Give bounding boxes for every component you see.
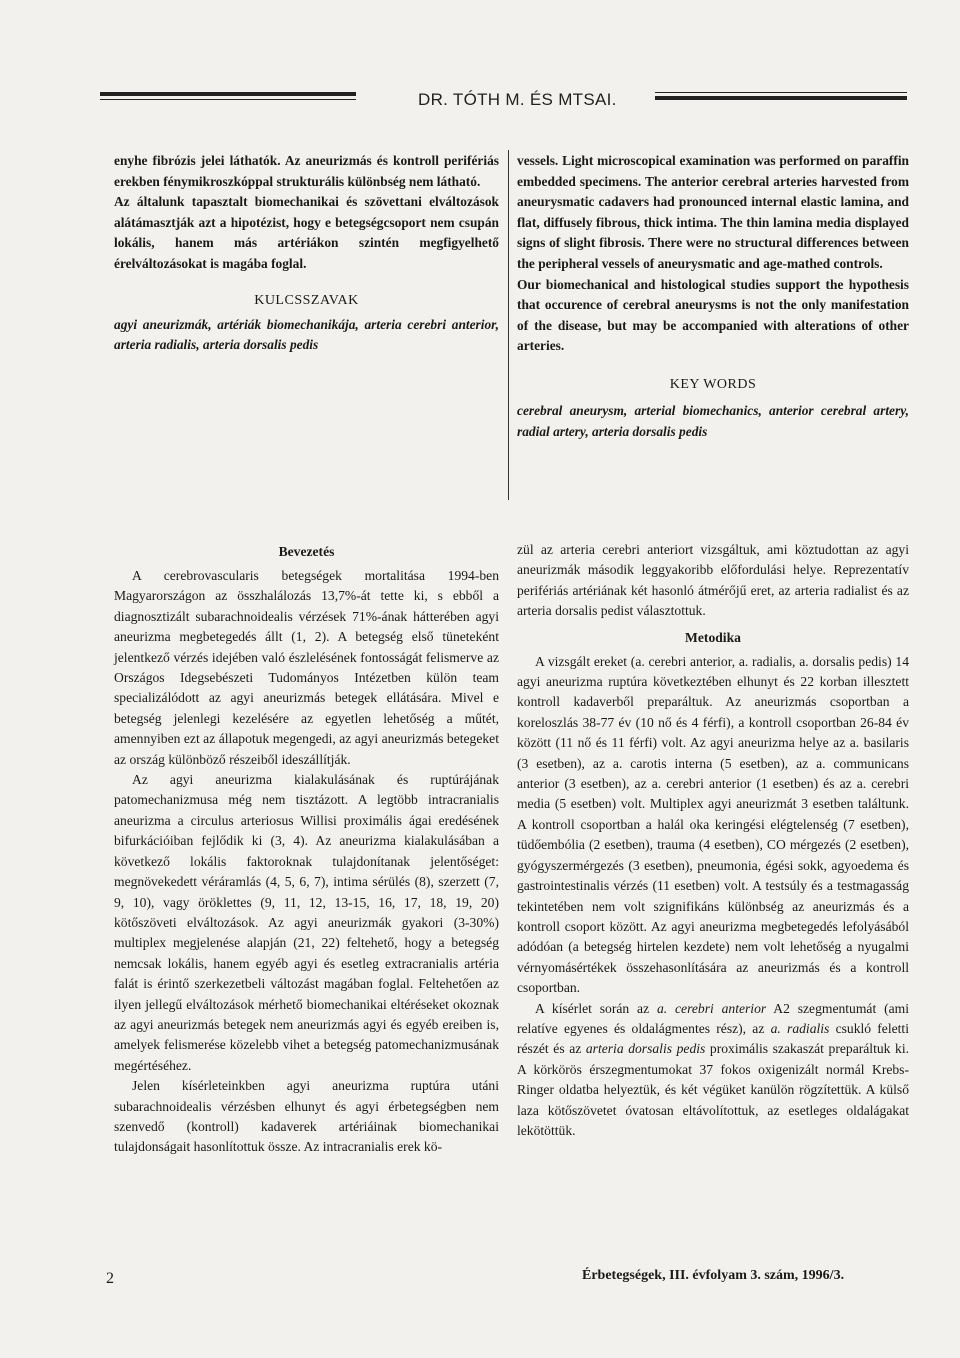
page-number: 2 xyxy=(106,1270,114,1287)
section-heading-bevezetes: Bevezetés xyxy=(278,544,335,559)
keywords-title-en: KEY WORDS xyxy=(669,376,757,392)
header-rule-right-thick xyxy=(655,96,907,100)
body-paragraph: zül az arteria cerebri anteriort vizsgáltuk, ami köztudottan az agyi aneurizmák második leggyakoribb előfordulási helye. Reprezentatív perifériás artériának két hasonló átmérőjű eret, az arteria radialist és az arteria dorsalis pedist választottuk. xyxy=(517,542,909,619)
keywords-title-hu: KULCSSZAVAK xyxy=(254,292,359,308)
abstract-hu xyxy=(114,151,499,356)
body-column-right xyxy=(517,540,909,1141)
header-rule-left-thick xyxy=(100,92,356,96)
body-paragraph: Az agyi aneurizma kialakulásának és ruptúrájának patomechanizmusa még nem tisztázott. A legtöbb intracranialis aneurizma a circulus arteriosus Willisi proximális ágai eredésének bifurkációiban fejlődik ki (3, 4). Az aneurizma kialakulásában a következő lokális faktoroknak tulajdonítanak jelentőséget: megnövekedett véráramlás (4, 5, 6, 7), intima sérülés (8), szerzett (7, 9, 10), vagy öröklettes (9, 11, 12, 13-15, 16, 17, 18, 19, 20) kötőszöveti elváltozások. Az agyi aneurizmák gyakori (3-30%) multiplex megjelenése alapján (21, 22) feltehető, hogy a betegség nemcsak lokális, hanem egyéb agyi és esetleg extracranialis artéria falát is érintő szerkezetbeli változást magában foglal. Feltehetően az ilyen jellegű elváltozások mérhető biomechanikai eltéréseket okoznak az agyi aneurizmás betegek nem aneurizmás agyi és egyéb ereiben is, amelyek felismerése közelebb vihet a betegség patomechanizmusának megértéséhez. xyxy=(114,772,499,1073)
header-rule-left-thin xyxy=(100,99,356,100)
keywords-en: cerebral aneurysm, arterial biomechanics, anterior cerebral artery, radial artery, arteria dorsalis pedis xyxy=(517,402,909,439)
keywords-hu: agyi aneurizmák, artériák biomechanikája, arteria cerebri anterior, arteria radialis, arteria dorsalis pedis xyxy=(114,316,499,353)
abstract-divider xyxy=(508,150,509,500)
body-paragraph: A cerebrovascularis betegségek mortalitása 1994-ben Magyarországon az összhalálozás 13,7%-át tette ki, s ebből a diagnosztizált subarachnoidealis vérzések 71%-ának hátterében agyi aneurizma megbetegedés állt (1, 2). A betegség első tüneteként jelentkező vérzés idejében való észlelésének fontosságát felismerve az Országos Idegsebészeti Tudományos Intézetben külön team specializálódott az agyi aneurizmás betegek ellátására. Mivel e betegség jelenlegi kezelésére az egyetlen lehetőség a műtét, amennyiben ezt az állapotuk megengedi, az agyi aneurizmás betegeket az ország különböző részeiből ideszállítják. xyxy=(114,568,499,767)
section-heading-metodika: Metodika xyxy=(685,629,741,645)
body-column-left xyxy=(114,542,499,1158)
abstract-en xyxy=(517,151,909,442)
body-paragraph: A vizsgált ereket (a. cerebri anterior, a. radialis, a. dorsalis pedis) 14 agyi aneurizma ruptúra következtében elhunyt és 22 korban illesztett kontroll kadaverből preparáltuk. Az aneurizmás csoportban a koreloszlás 38-77 év (10 nő és 4 férfi), a kontroll csoportban 26-84 év között (11 nő és 11 férfi) volt. Az agyi aneurizma helye az a. basilaris (3 esetben), az a. carotis interna (5 esetben), az a. communicans anterior (3 esetben), az a. cerebri anterior (1 esetben) és az a. cerebri media (5 esetben) volt. Multiplex agyi aneurizmát 3 esetben találtunk. A kontroll csoportban a halál oka keringési elégtelenség (7 esetben), tüdőembólia (2 esetben), trauma (4 esetben), CO mérgezés (2 esetben), gyógyszermérgezés (3 esetben), pneumonia, égési sokk, agyoedema és gastrointestinalis vérzés (11 esetben) volt. A testsúly és a testmagasság tekintetében nem volt szignifikáns különbség az aneurizmás és a kontroll csoport között. Az agyi aneurizma megbetegedés lefolyásából adódóan (a betegség hirtelen kezdete) nem volt lehetőség a nyugalmi vérnyomásértékek összehasonlítására az aneurizmás és a kontroll csoportban. xyxy=(517,653,909,996)
running-title: DR. TÓTH M. ÉS MTSAI. xyxy=(418,90,617,109)
header-rule-right-thin xyxy=(655,92,907,93)
body-paragraph: A kísérlet során az a. cerebri anterior A2 szegmentumát (ami relatíve egyenes és oldalágmentes rész), az a. radialis csukló feletti részét és az arteria dorsalis pedis proximális szakaszát preparáltuk ki. A körkörös érszegmentumokat 37 fokos oxigenizált normál Krebs-Ringer oldatba helyeztük, és két végüket kanülön rögzítettük. A külső laza kötőszövetet óvatosan eltávolítottuk, az esetleges oldalágakat lekötöttük. xyxy=(517,1000,909,1138)
abstract-en-paragraph: vessels. Light microscopical examination was performed on paraffin embedded specimens. The anterior cerebral arteries harvested from aneurysmatic cadavers had pronounced internal elastic lamina, and flat, diffusely fibrous, thick intima. The thin lamina media displayed signs of slight fibrosis. There were no structural differences between the peripheral vessels of aneurysmatic and age-mathed controls. xyxy=(517,153,909,271)
body-paragraph: Jelen kísérleteinkben agyi aneurizma ruptúra utáni subarachnoidealis vérzésben elhunyt és agyi érbetegségben nem szenvedő (kontroll) kadaverek artériáinak biomechanikai tulajdonságait hasonlítottuk össze. Az intracranialis erek kö- xyxy=(114,1078,499,1155)
abstract-hu-paragraph: Az általunk tapasztalt biomechanikai és szövettani elváltozások alátámasztják azt a hipotézist, hogy e betegségcsoport nem csupán lokális, hanem más artériákon szintén megfigyelhető érelváltozásokat is magába foglal. xyxy=(114,194,499,271)
abstract-en-paragraph: Our biomechanical and histological studies support the hypothesis that occurence of cerebral aneurysms is not the only manifestation of the disease, but may be accompanied with alterations of other arteries. xyxy=(517,276,909,354)
abstract-hu-paragraph: enyhe fibrózis jelei láthatók. Az aneurizmás és kontroll perifériás erekben fénymikroszkóppal strukturális különbség nem látható. xyxy=(114,153,499,189)
journal-footer: Érbetegségek, III. évfolyam 3. szám, 1996/3. xyxy=(582,1268,845,1283)
